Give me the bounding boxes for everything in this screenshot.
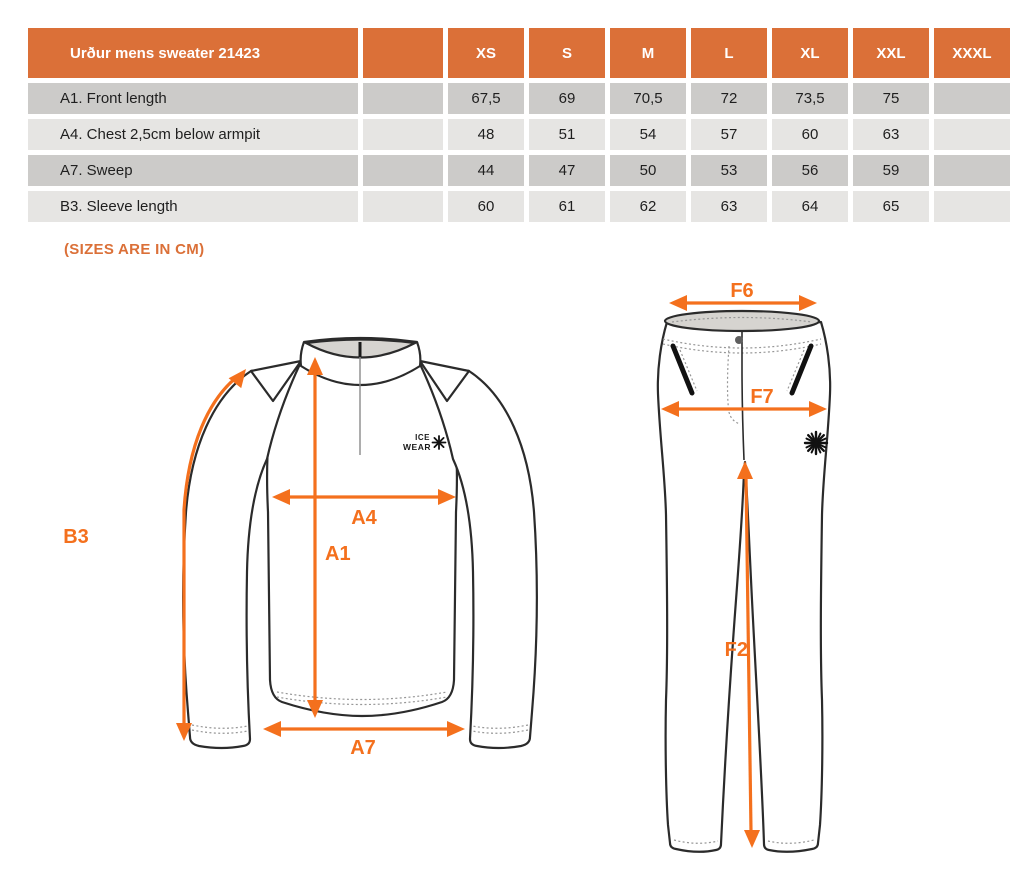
size-value-cell: 69 (529, 83, 605, 114)
table-row-sleeve-length (28, 191, 1010, 222)
f2-label: F2 (724, 639, 748, 661)
row-label: A4. Chest 2,5cm below armpit (28, 119, 358, 150)
size-value-cell: 54 (610, 119, 686, 150)
row-label: A1. Front length (28, 83, 358, 114)
size-col-header-xxxl: XXXL (934, 28, 1010, 78)
row-spacer-cell (363, 119, 443, 150)
size-col-header-xl: XL (772, 28, 848, 78)
size-value-cell: 70,5 (610, 83, 686, 114)
size-value-cell: 48 (448, 119, 524, 150)
size-value-cell (934, 155, 1010, 186)
size-value-cell: 65 (853, 191, 929, 222)
size-value-cell: 61 (529, 191, 605, 222)
size-value-cell (934, 119, 1010, 150)
row-spacer-cell (363, 83, 443, 114)
size-col-header-s: S (529, 28, 605, 78)
size-col-header-xxl: XXL (853, 28, 929, 78)
size-col-header-l: L (691, 28, 767, 78)
a7-label: A7 (350, 737, 376, 759)
units-note: (SIZES ARE IN CM) (64, 241, 205, 258)
a1-label: A1 (325, 543, 351, 565)
pants-waist-inside (665, 311, 819, 331)
size-value-cell: 73,5 (772, 83, 848, 114)
size-value-cell: 63 (691, 191, 767, 222)
logo-text-ice: ICE (415, 433, 430, 442)
size-value-cell: 62 (610, 191, 686, 222)
size-value-cell: 63 (853, 119, 929, 150)
sweater-body (267, 364, 457, 716)
size-table-header-row (28, 28, 1010, 78)
size-value-cell: 44 (448, 155, 524, 186)
size-value-cell: 53 (691, 155, 767, 186)
pants-drawing (658, 280, 830, 852)
size-value-cell: 67,5 (448, 83, 524, 114)
table-row-sweep (28, 155, 1010, 186)
waist-button (735, 336, 743, 344)
pants-body (658, 322, 830, 852)
b3-label: B3 (63, 526, 89, 548)
measurement-diagrams (0, 270, 1036, 892)
size-value-cell (934, 83, 1010, 114)
size-value-cell: 60 (772, 119, 848, 150)
header-spacer-cell (363, 28, 443, 78)
size-value-cell: 56 (772, 155, 848, 186)
row-label: A7. Sweep (28, 155, 358, 186)
f6-label: F6 (730, 280, 754, 302)
snowflake-icon (805, 432, 827, 454)
table-row-front-length (28, 83, 1010, 114)
row-spacer-cell (363, 155, 443, 186)
snowflake-icon (433, 436, 446, 449)
size-value-cell: 57 (691, 119, 767, 150)
size-value-cell: 47 (529, 155, 605, 186)
f7-label: F7 (750, 386, 774, 408)
row-spacer-cell (363, 191, 443, 222)
table-title: Urður mens sweater 21423 (28, 28, 358, 78)
size-value-cell: 51 (529, 119, 605, 150)
size-value-cell: 72 (691, 83, 767, 114)
row-label: B3. Sleeve length (28, 191, 358, 222)
size-value-cell (934, 191, 1010, 222)
size-value-cell: 59 (853, 155, 929, 186)
sweater-drawing (63, 338, 537, 759)
a4-label: A4 (351, 507, 377, 529)
size-value-cell: 60 (448, 191, 524, 222)
size-value-cell: 75 (853, 83, 929, 114)
size-col-header-m: M (610, 28, 686, 78)
size-value-cell: 64 (772, 191, 848, 222)
size-col-header-xs: XS (448, 28, 524, 78)
size-table (23, 23, 1015, 227)
size-value-cell: 50 (610, 155, 686, 186)
logo-text-wear: WEAR (403, 442, 431, 452)
table-row-chest (28, 119, 1010, 150)
